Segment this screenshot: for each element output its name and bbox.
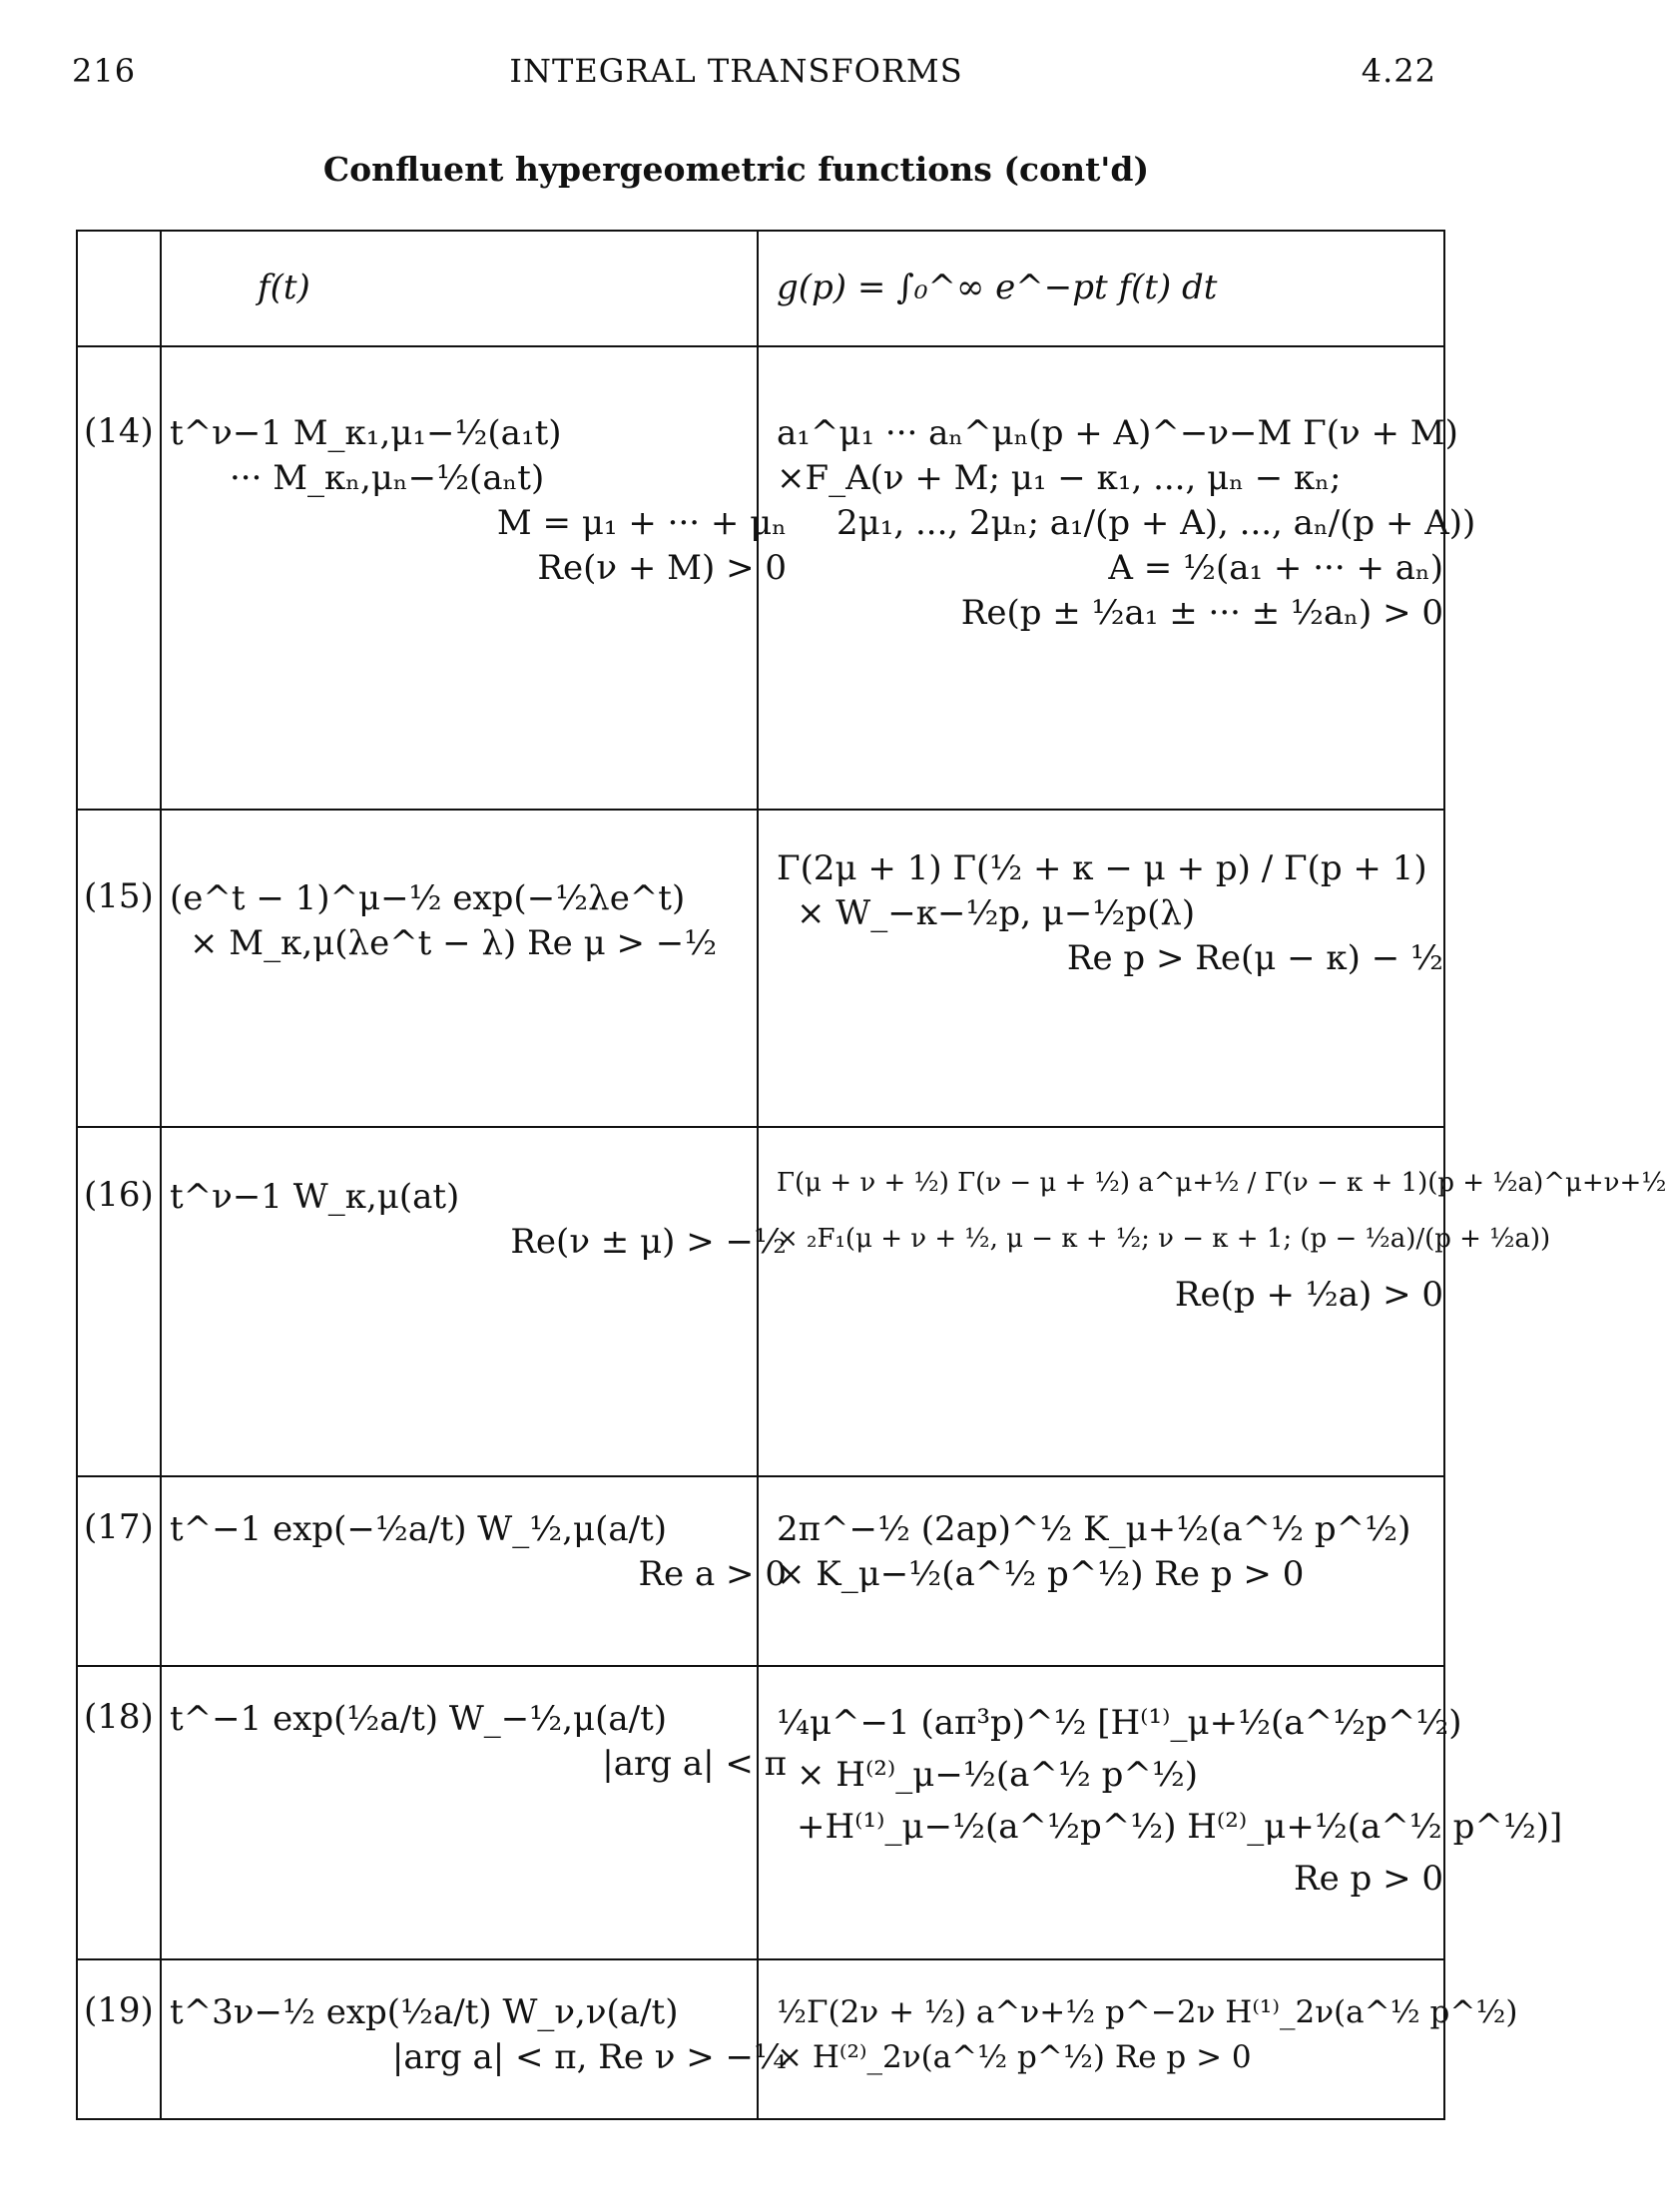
row-divider: [78, 1475, 1443, 1477]
row-number: (16): [84, 1175, 154, 1215]
table-caption: Confluent hypergeometric functions (cont'd): [322, 150, 1150, 189]
condition: Re(p ± ½a₁ ± ··· ± ½aₙ) > 0: [960, 593, 1443, 633]
formula-line: t^−1 exp(−½a/t) W_½,μ(a/t): [170, 1509, 668, 1549]
page-number: 216: [72, 52, 137, 90]
formula-line: ½Γ(2ν + ½) a^ν+½ p^−2ν H⁽¹⁾_2ν(a^½ p^½): [777, 1994, 1518, 2030]
running-title: INTEGRAL TRANSFORMS: [509, 52, 963, 90]
g-cell: [777, 1697, 1563, 1905]
f-cell: [170, 1697, 787, 1787]
condition: Re(ν + M) > 0: [537, 548, 787, 588]
g-cell: [777, 1507, 1443, 1597]
formula-line: × ₂F₁(μ + ν + ½, μ − κ + ½; ν − κ + 1; (p − ½a)/(p + ½a)): [777, 1224, 1551, 1254]
formula-line: t^ν−1 M_κ₁,μ₁−½(a₁t): [170, 413, 562, 453]
formula-line: Γ(μ + ν + ½) Γ(ν − μ + ½) a^μ+½ / Γ(ν − κ + 1)(p + ½a)^μ+ν+½: [777, 1168, 1666, 1198]
formula-line: t^3ν−½ exp(½a/t) W_ν,ν(a/t): [170, 1992, 679, 2032]
formula-line: t^−1 exp(½a/t) W_−½,μ(a/t): [170, 1699, 668, 1739]
condition: Re p > Re(μ − κ) − ½: [1066, 938, 1443, 978]
row-number: (14): [84, 411, 154, 451]
formula-line: × H⁽²⁾_2ν(a^½ p^½) Re p > 0: [777, 2039, 1252, 2075]
g-cell: [777, 1990, 1518, 2080]
f-cell: [170, 1175, 787, 1265]
formula-line: ··· M_κₙ,μₙ−½(aₙt): [230, 458, 545, 498]
formula-line: × K_μ−½(a^½ p^½) Re p > 0: [777, 1554, 1305, 1594]
formula-line: 2π^−½ (2ap)^½ K_μ+½(a^½ p^½): [777, 1509, 1411, 1549]
condition: Re(p + ½a) > 0: [1174, 1275, 1443, 1315]
condition: Re p > 0: [1293, 1859, 1443, 1899]
row-divider: [78, 1126, 1443, 1128]
section-number: 4.22: [1361, 52, 1436, 90]
f-cell: [170, 876, 787, 966]
row-number: (15): [84, 876, 154, 916]
f-cell: [170, 1990, 787, 2080]
row-number: (19): [84, 1990, 154, 2030]
f-cell: [170, 411, 787, 591]
f-cell: [170, 1507, 787, 1597]
transform-table: [76, 230, 1666, 2120]
formula-line: t^ν−1 W_κ,μ(at): [170, 1177, 460, 1217]
column-divider: [160, 232, 162, 2118]
g-cell: [777, 846, 1443, 981]
header-f: f(t): [258, 268, 310, 307]
formula-line: A = ½(a₁ + ··· + aₙ): [1108, 548, 1443, 588]
formula-line: × H⁽²⁾_μ−½(a^½ p^½): [797, 1755, 1199, 1795]
formula-line: +H⁽¹⁾_μ−½(a^½p^½) H⁽²⁾_μ+½(a^½ p^½)]: [797, 1807, 1563, 1847]
row-divider: [78, 809, 1443, 811]
formula-line: a₁^μ₁ ··· aₙ^μₙ(p + A)^−ν−M Γ(ν + M): [777, 413, 1458, 453]
row-number: (18): [84, 1697, 154, 1737]
condition: |arg a| < π: [602, 1744, 787, 1784]
formula-line: ×F_A(ν + M; μ₁ − κ₁, ..., μₙ − κₙ;: [777, 458, 1342, 498]
row-divider: [78, 1958, 1443, 1960]
formula-line: × M_κ,μ(λe^t − λ) Re μ > −½: [190, 923, 718, 963]
condition: Re(ν ± μ) > −½: [510, 1222, 787, 1262]
condition: |arg a| < π, Re ν > −¼: [391, 2037, 787, 2077]
formula-line: (e^t − 1)^μ−½ exp(−½λe^t): [170, 878, 686, 918]
g-cell: [777, 1155, 1666, 1323]
formula-line: M = μ₁ + ··· + μₙ: [496, 503, 787, 543]
row-divider: [78, 1665, 1443, 1667]
row-number: (17): [84, 1507, 154, 1547]
formula-line: × W_−κ−½p, μ−½p(λ): [797, 893, 1196, 933]
condition: Re a > 0: [638, 1554, 787, 1594]
formula-line: 2μ₁, ..., 2μₙ; a₁/(p + A), ..., aₙ/(p + A)): [836, 503, 1476, 543]
g-cell: [777, 411, 1476, 636]
row-divider: [78, 345, 1443, 347]
formula-line: Γ(2μ + 1) Γ(½ + κ − μ + p) / Γ(p + 1): [777, 848, 1427, 888]
header-g: g(p) = ∫₀^∞ e^−pt f(t) dt: [777, 268, 1218, 307]
formula-line: ¼μ^−1 (aπ³p)^½ [H⁽¹⁾_μ+½(a^½p^½): [777, 1703, 1462, 1743]
